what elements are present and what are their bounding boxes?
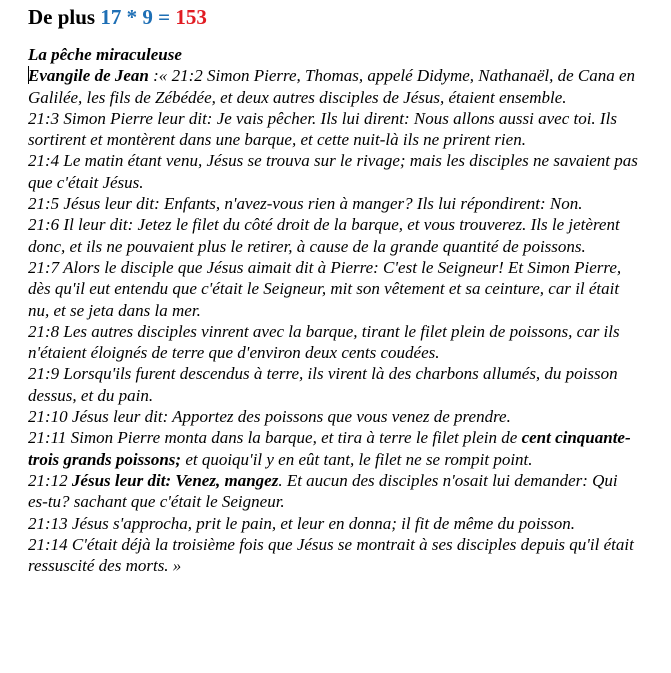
verse-21-12 (28, 470, 638, 513)
verse-21-9: 21:9 Lorsqu'ils furent descendus à terre, ils virent là des charbons allumés, du poisson dessus, et du pain. (28, 364, 618, 405)
heading (28, 4, 638, 30)
verse-21-12-emphasis: Jésus leur dit: Venez, mangez (71, 470, 279, 490)
heading-number-a: 17 (100, 5, 122, 29)
verse-21-11-emphasis: cent cinquante-trois grands poissons; (28, 428, 631, 469)
document-page (28, 4, 638, 576)
verse-21-7: 21:7 Alors le disciple que Jésus aimait dit à Pierre: C'est le Seigneur! Et Simon Pierre, dès qu'il eut entendu que c'était le Seigneur, mit son vêtement et sa ceinture, car il était nu, et se jeta dans la mer. (28, 257, 622, 320)
passage (28, 44, 638, 576)
verse-21-2 (28, 65, 638, 108)
heading-result: 153 (175, 5, 207, 29)
heading-prefix: De plus (28, 5, 96, 29)
verse-21-14: 21:14 C'était déjà la troisième fois que Jésus se montrait à ses disciples depuis qu'il était ressuscité des morts. » (28, 534, 634, 576)
heading-equals: = (158, 5, 171, 29)
verse-21-6: 21:6 Il leur dit: Jetez le filet du côté droit de la barque, et vous trouverez. Ils le jetèrent donc, et ils ne pouvaient plus le retirer, à cause de la grande quantité de poissons. (28, 215, 620, 256)
verse-21-4: 21:4 Le matin étant venu, Jésus se trouva sur le rivage; mais les disciples ne savaient pas que c'était Jésus. (28, 151, 638, 192)
verse-21-3: 21:3 Simon Pierre leur dit: Je vais pêcher. Ils lui dirent: Nous allons aussi avec toi. Ils sortirent et montèrent dans une barque, et cette nuit-là ils ne prirent rien. (28, 108, 617, 150)
verse-21-11-start: 21:11 Simon Pierre monta dans la barque, et tira à terre le filet plein de (28, 428, 522, 448)
passage-source: Evangile de Jean (28, 66, 149, 86)
verse-21-12-number: 21:12 (28, 470, 72, 490)
verse-21-13: 21:13 Jésus s'approcha, prit le pain, et leur en donna; il fit de même du poisson. (28, 513, 575, 533)
verse-21-5: 21:5 Jésus leur dit: Enfants, n'avez-vous rien à manger? Ils lui répondirent: Non. (28, 194, 583, 214)
heading-operator: * (126, 5, 138, 29)
verse-21-12-end: . Et aucun des disciples n'osait lui demander: Qui es-tu? sachant que c'était le Seigneur. (28, 470, 618, 512)
verse-21-8: 21:8 Les autres disciples vinrent avec la barque, tirant le filet plein de poissons, car ils n'étaient éloignés de terre que d'environ deux cents coudées. (28, 321, 620, 363)
verse-21-11-end: et quoiqu'il y en eût tant, le filet ne se rompit point. (181, 449, 533, 469)
passage-source-separator: :« (148, 66, 172, 86)
verse-21-2-text: 21:2 Simon Pierre, Thomas, appelé Didyme, Nathanaël, de Cana en Galilée, les fils de Zébédée, et deux autres disciples de Jésus, étaient ensemble. (28, 66, 636, 107)
heading-number-b: 9 (142, 5, 153, 29)
verse-21-10: 21:10 Jésus leur dit: Apportez des poissons que vous venez de prendre. (28, 407, 511, 427)
passage-title: La pêche miraculeuse (28, 45, 182, 64)
verse-21-11 (28, 427, 638, 470)
